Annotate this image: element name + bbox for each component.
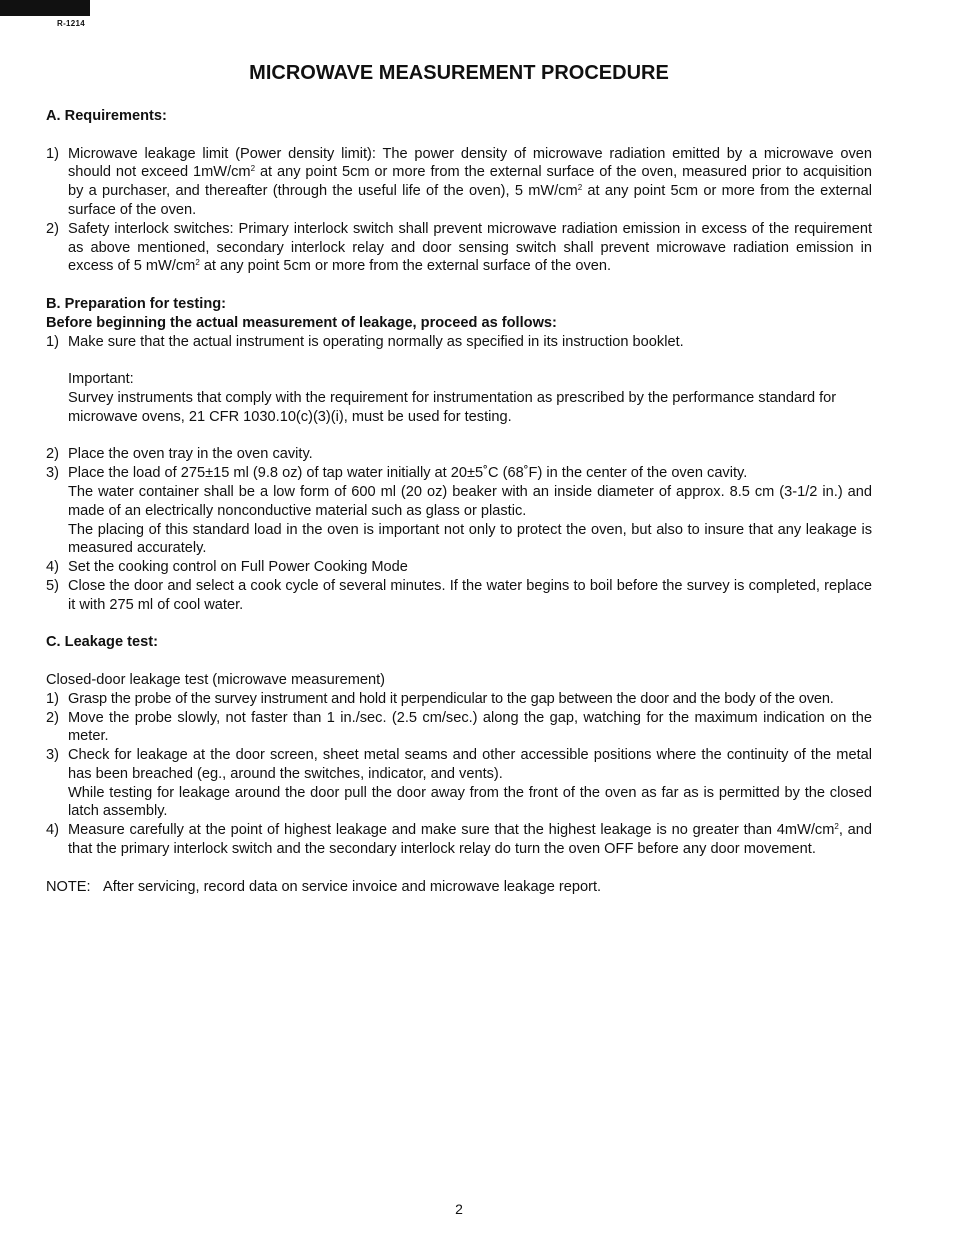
item-number: 1) <box>46 145 59 162</box>
item-text: Microwave leakage limit (Power density limit): The power density of microwave radiation emitted by a microwave oven should not exceed $1mW/cm^2$ at any point 5cm or more from the external surface of the oven, measured prior to acquisition by a purchaser, and thereafter (through the useful life of the oven), 5 $mW/cm^2$ at any point 5cm or more from the external surface of the oven. <box>68 145 873 218</box>
section-c-heading: C. Leakage test: <box>46 634 158 651</box>
item-text: Grasp the probe of the survey instrument and hold it perpendicular to the gap between the door and the body of the oven. <box>68 690 834 707</box>
item-number: 1) <box>46 690 59 707</box>
item-number: 4) <box>46 822 59 839</box>
page-number: 2 <box>455 1201 463 1217</box>
section-a-heading: A. Requirements: <box>46 108 167 124</box>
item-number: 1) <box>46 333 59 350</box>
item-text: Check for leakage at the door screen, sheet metal seams and other accessible positions where the continuity of the metal has been breached (eg., around the switches, indicator, and vents). <box>68 747 872 782</box>
list-item <box>46 821 872 859</box>
list-item <box>46 746 872 784</box>
item-number: 2) <box>46 446 59 463</box>
item-text: Move the probe slowly, not faster than 1 in./sec. (2.5 cm/sec.) along the gap, watching for the maximum indication on the meter. <box>68 709 872 745</box>
list-item <box>46 577 872 615</box>
list-item <box>46 709 872 747</box>
model-number: R-1214 <box>57 19 86 28</box>
item-number: 3) <box>46 465 59 482</box>
list-item <box>46 690 872 709</box>
item-text: Place the oven tray in the oven cavity. <box>68 446 313 463</box>
section-b-subheading: Before beginning the actual measurement of leakage, proceed as follows: <box>46 314 557 331</box>
item-number: 2) <box>46 220 59 237</box>
list-item <box>46 333 872 352</box>
item-text: Make sure that the actual instrument is operating normally as specified in its instruction booklet. <box>68 333 684 350</box>
list-item <box>46 445 872 464</box>
list-item <box>46 464 872 483</box>
item-number: 5) <box>46 577 59 594</box>
note <box>46 878 872 897</box>
item-text: Place the load of 275±15 ml (9.8 oz) of tap water initially at 20±5˚C (68˚F) in the center of the oven cavity. <box>68 465 748 482</box>
important-label: Important: <box>68 371 134 388</box>
item-continuation: While testing for leakage around the door pull the door away from the front of the oven as far as is permitted by the closed latch assembly. <box>68 784 872 820</box>
list-item <box>46 558 872 577</box>
item-text: Safety interlock switches: Primary interlock switch shall prevent microwave radiation emission in excess of the requirement as above mentioned, secondary interlock relay and door sensing switch shall prevent microwave radiation emission in excess of 5 $mW/cm^2$ at any point 5cm or more from the external surface of the oven. <box>68 220 872 275</box>
item-number: 2) <box>46 709 59 726</box>
list-item <box>46 220 872 276</box>
item-text: Measure carefully at the point of highest leakage and make sure that the highest leakage is no greater than $4mW/cm^2$, and that the primary interlock switch and the secondary interlock relay do turn the oven OFF before any door movement. <box>68 822 872 858</box>
item-number: 4) <box>46 559 59 576</box>
header-bar <box>0 0 90 16</box>
section-b-heading: B. Preparation for testing: <box>46 295 227 312</box>
item-text: Close the door and select a cook cycle of several minutes. If the water begins to boil before the survey is completed, replace it with 275 ml of cool water. <box>68 577 872 613</box>
note-label: NOTE: <box>46 878 91 895</box>
item-text: Set the cooking control on Full Power Cooking Mode <box>68 559 408 576</box>
page-title: MICROWAVE MEASUREMENT PROCEDURE <box>249 62 669 84</box>
item-continuation: The placing of this standard load in the oven is important not only to protect the oven, but also to insure that any leakage is measured accurately. <box>68 521 872 557</box>
important-text: Survey instruments that comply with the requirement for instrumentation as prescribed by the performance standard for microwave ovens, 21 CFR 1030.10(c)(3)(i), must be used for testing. <box>68 389 837 425</box>
item-number: 3) <box>46 747 59 764</box>
item-continuation: The water container shall be a low form of 600 ml (20 oz) beaker with an inside diameter of approx. 8.5 cm (3-1/2 in.) and made of an electrically nonconductive material such as glass or plastic. <box>68 483 872 519</box>
section-c-intro: Closed-door leakage test (microwave measurement) <box>46 671 386 688</box>
list-item <box>46 145 872 220</box>
document-body <box>46 107 872 896</box>
note-text: After servicing, record data on service invoice and microwave leakage report. <box>103 878 602 895</box>
